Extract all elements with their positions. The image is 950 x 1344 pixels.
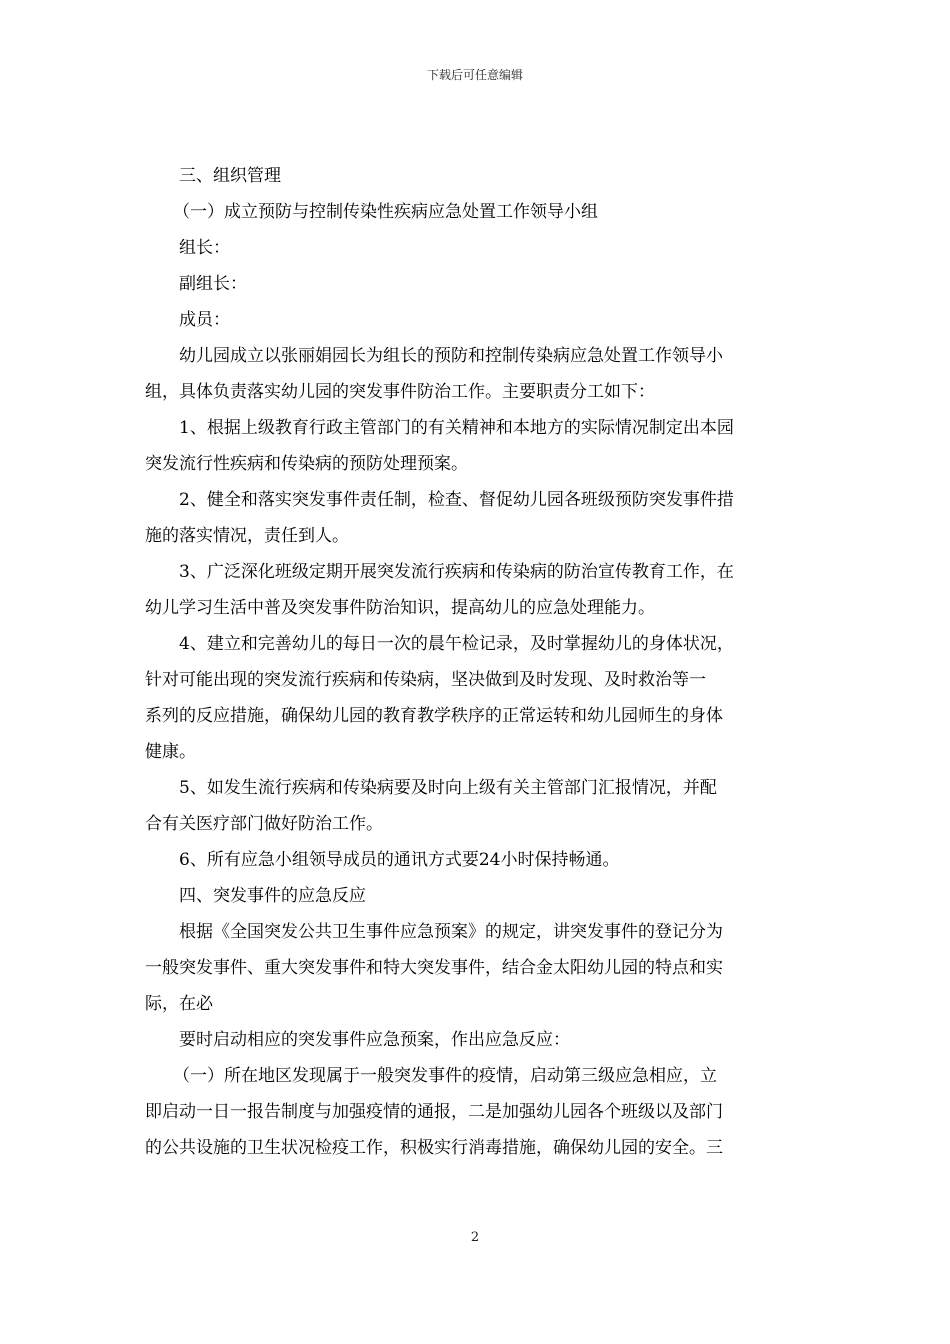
paragraph-line: 副组长： [179,274,247,294]
paragraph-line: 根据《全国突发公共卫生事件应急预案》的规定，讲突发事件的登记分为 [179,922,723,942]
paragraph-line: 3、广泛深化班级定期开展突发流行疾病和传染病的防治宣传教育工作，在 [179,562,734,582]
paragraph-line: 2、健全和落实突发事件责任制，检查、督促幼儿园各班级预防突发事件措 [179,490,734,510]
paragraph-line: 幼儿学习生活中普及突发事件防治知识，提高幼儿的应急处理能力。 [145,598,655,618]
document-body [145,158,805,1166]
paragraph-line: （一）所在地区发现属于一般突发事件的疫情，启动第三级应急相应，立 [173,1066,717,1086]
section-heading: 三、组织管理 [179,166,281,186]
section-heading: 四、突发事件的应急反应 [179,886,366,906]
paragraph-line: 施的落实情况，责任到人。 [145,526,349,546]
paragraph-line: 际，在必 [145,994,213,1014]
paragraph-line: 5、如发生流行疾病和传染病要及时向上级有关主管部门汇报情况，并配 [179,778,717,798]
paragraph-line: 组长： [179,238,230,258]
paragraph-line: 针对可能出现的突发流行疾病和传染病，坚决做到及时发现、及时救治等一 [145,670,706,690]
paragraph-line: 合有关医疗部门做好防治工作。 [145,814,383,834]
paragraph-line: 要时启动相应的突发事件应急预案，作出应急反应： [179,1030,570,1050]
paragraph-line: 成员： [179,310,230,330]
paragraph-line: 突发流行性疾病和传染病的预防处理预案。 [145,454,468,474]
paragraph-line: 的公共设施的卫生状况检疫工作，积极实行消毒措施，确保幼儿园的安全。三 [145,1138,723,1158]
paragraph-line: 系列的反应措施，确保幼儿园的教育教学秩序的正常运转和幼儿园师生的身体 [145,706,723,726]
paragraph-line: 1、根据上级教育行政主管部门的有关精神和本地方的实际情况制定出本园 [179,418,734,438]
paragraph-line: 组，具体负责落实幼儿园的突发事件防治工作。主要职责分工如下： [145,382,655,402]
paragraph-line: 一般突发事件、重大突发事件和特大突发事件，结合金太阳幼儿园的特点和实 [145,958,723,978]
paragraph-line: 幼儿园成立以张丽娟园长为组长的预防和控制传染病应急处置工作领导小 [179,346,723,366]
paragraph-line: 即启动一日一报告制度与加强疫情的通报，二是加强幼儿园各个班级以及部门 [145,1102,723,1122]
page-header: 下载后可任意编辑 [426,68,523,82]
subsection-heading: （一）成立预防与控制传染性疾病应急处置工作领导小组 [173,202,598,222]
paragraph-line: 健康。 [145,742,196,762]
page-number: 2 [470,1230,480,1245]
paragraph-line: 6、所有应急小组领导成员的通讯方式要24小时保持畅通。 [179,850,620,870]
paragraph-line: 4、建立和完善幼儿的每日一次的晨午检记录，及时掌握幼儿的身体状况， [179,634,734,654]
